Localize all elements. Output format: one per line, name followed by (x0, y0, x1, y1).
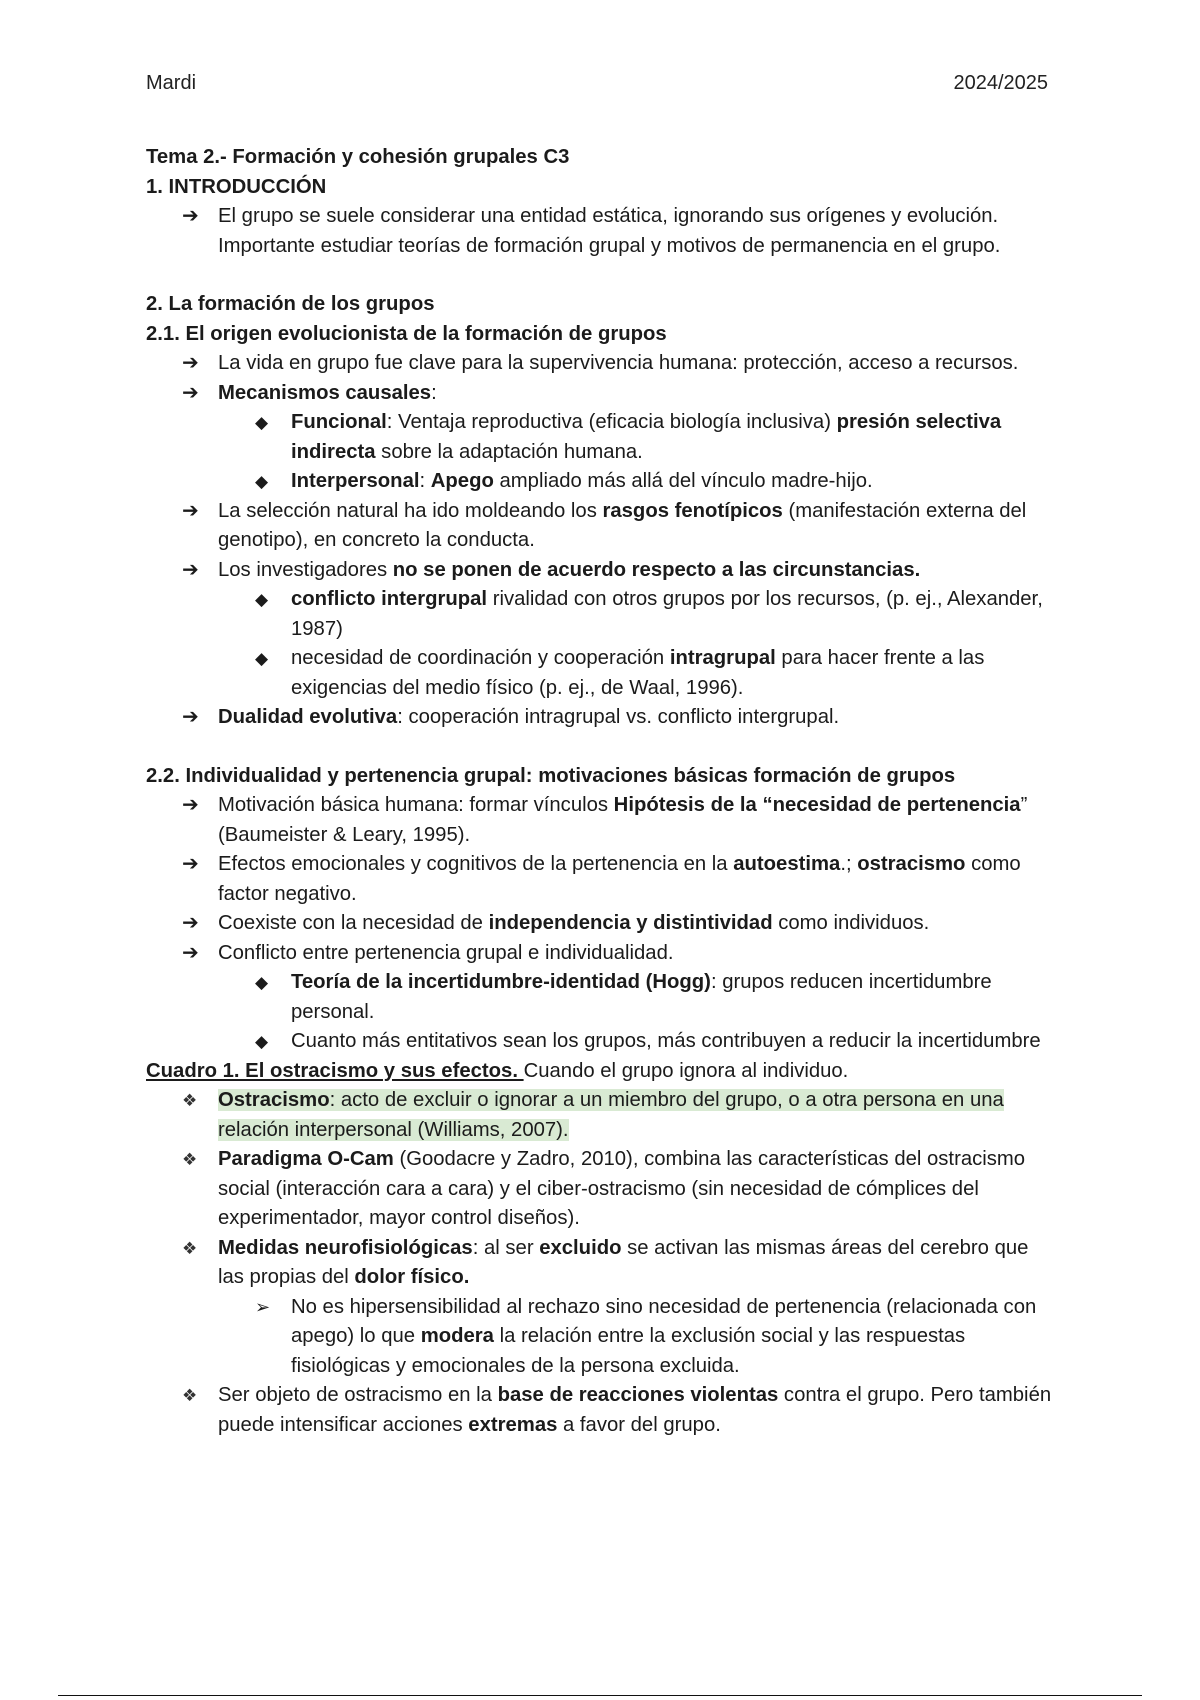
list-item: ➔ El grupo se suele considerar una entidad estática, ignorando sus orígenes y evolución. Importante estudiar teorías de formación grupal y motivos de permanencia en el grupo. (146, 202, 1056, 261)
arrow-bullet-icon: ➔ (182, 499, 199, 522)
list-item: ➔ Coexiste con la necesidad de independencia y distintividad como individuos. (146, 909, 1056, 939)
diamond-bullet-icon: ◆ (255, 590, 269, 609)
arrow-bullet-icon: ➔ (182, 912, 199, 934)
box-1-heading: Cuadro 1. El ostracismo y sus efectos. Cuando el grupo ignora al individuo. (146, 1059, 849, 1082)
list-item: ➔ La vida en grupo fue clave para la supervivencia humana: protección, acceso a recursos. (146, 349, 1056, 379)
section-1-heading: 1. INTRODUCCIÓN (146, 175, 327, 198)
section-2-1-heading: 2.1. El origen evolucionista de la formación de grupos (146, 322, 667, 345)
list-item: ◆ conflicto intergrupal rivalidad con otros grupos por los recursos, (p. ej., Alexander, 1987) (146, 585, 1056, 644)
list-item: ❖ Paradigma O-Cam (Goodacre y Zadro, 2010), combina las características del ostracismo social (interacción cara a cara) y el ciber-ostracismo (sin necesidad de cómplices del experimentador, mayor control diseños). (146, 1145, 1056, 1234)
arrow-bullet-icon: ➔ (182, 794, 199, 816)
document-body (146, 143, 1056, 1440)
box-1-list (146, 1086, 1056, 1440)
page-bottom-rule (58, 1695, 1142, 1696)
section-2-2-heading: 2.2. Individualidad y pertenencia grupal: motivaciones básicas formación de grupos (146, 764, 956, 787)
diamond-bullet-icon: ◆ (255, 472, 269, 491)
list-item: ◆ Cuanto más entitativos sean los grupos, más contribuyen a reducir la incertidumbre (146, 1027, 1056, 1057)
arrow-bullet-icon: ➔ (182, 352, 199, 374)
arrow-bullet-icon: ➔ (182, 941, 199, 964)
list-item: ➔ Conflicto entre pertenencia grupal e individualidad. (146, 939, 1056, 969)
list-item (146, 1086, 1056, 1145)
list-item: ◆ Interpersonal: Apego ampliado más allá del vínculo madre-hijo. (146, 467, 1056, 497)
diamond-bullet-icon: ◆ (255, 413, 269, 432)
arrow-bullet-icon: ➔ (182, 381, 199, 404)
document-title: Tema 2.- Formación y cohesión grupales C3 (146, 146, 570, 168)
list-item: ➔ Motivación básica humana: formar vínculos Hipótesis de la “necesidad de pertenencia” (Baumeister & Leary, 1995). (146, 791, 1056, 850)
chevron-bullet-icon: ➢ (255, 1296, 271, 1317)
header-author: Mardi (146, 72, 197, 94)
list-item: ◆ Funcional: Ventaja reproductiva (eficacia biología inclusiva) presión selectiva indirecta sobre la adaptación humana. (146, 408, 1056, 467)
list-item: ❖ Ser objeto de ostracismo en la base de reacciones violentas contra el grupo. Pero también puede intensificar acciones extremas a favor del grupo. (146, 1381, 1056, 1440)
arrow-bullet-icon: ➔ (182, 853, 199, 875)
diamond-bullet-icon: ◆ (255, 649, 269, 668)
diamond-bullet-icon: ◆ (255, 1032, 269, 1051)
highlighted-text: Ostracismo: acto de excluir o ignorar a un miembro del grupo, o a otra persona en una relación interpersonal (Williams, 2007). (218, 1089, 1004, 1141)
header-year: 2024/2025 (953, 72, 1048, 94)
list-item: ➔ Dualidad evolutiva: cooperación intragrupal vs. conflicto intergrupal. (146, 703, 1056, 733)
arrow-bullet-icon: ➔ (182, 706, 199, 728)
page-header (146, 72, 1048, 102)
list-item: ➔ La selección natural ha ido moldeando los rasgos fenotípicos (manifestación externa del genotipo), en concreto la conducta. (146, 497, 1056, 556)
list-item: ◆ necesidad de coordinación y cooperación intragrupal para hacer frente a las exigencias del medio físico (p. ej., de Waal, 1996). (146, 644, 1056, 703)
list-item: ❖ Medidas neurofisiológicas: al ser excluido se activan las mismas áreas del cerebro que las propias del dolor físico. (146, 1234, 1056, 1293)
list-item: ➔ Efectos emocionales y cognitivos de la pertenencia en la autoestima.; ostracismo como factor negativo. (146, 850, 1056, 909)
list-item: ➔ Los investigadores no se ponen de acuerdo respecto a las circunstancias. (146, 556, 1056, 586)
section-1-list (146, 202, 1056, 261)
section-2-1-list (146, 349, 1056, 733)
arrow-bullet-icon: ➔ (182, 558, 199, 581)
list-item: ◆ Teoría de la incertidumbre-identidad (Hogg): grupos reducen incertidumbre personal. (146, 968, 1056, 1027)
diamond-bullet-icon: ◆ (255, 973, 269, 992)
section-2-2-list (146, 791, 1056, 1057)
four-diamond-bullet-icon: ❖ (182, 1238, 198, 1258)
four-diamond-bullet-icon: ❖ (182, 1386, 198, 1405)
four-diamond-bullet-icon: ❖ (182, 1091, 198, 1110)
arrow-bullet-icon: ➔ (182, 205, 199, 227)
list-item: ➔ Mecanismos causales: (146, 379, 1056, 409)
list-item: ➢ No es hipersensibilidad al rechazo sino necesidad de pertenencia (relacionada con apego) lo que modera la relación entre la exclusión social y las respuestas fisiológicas y emocionales de la persona excluida. (146, 1293, 1056, 1382)
section-2-heading: 2. La formación de los grupos (146, 293, 435, 315)
four-diamond-bullet-icon: ❖ (182, 1150, 198, 1169)
